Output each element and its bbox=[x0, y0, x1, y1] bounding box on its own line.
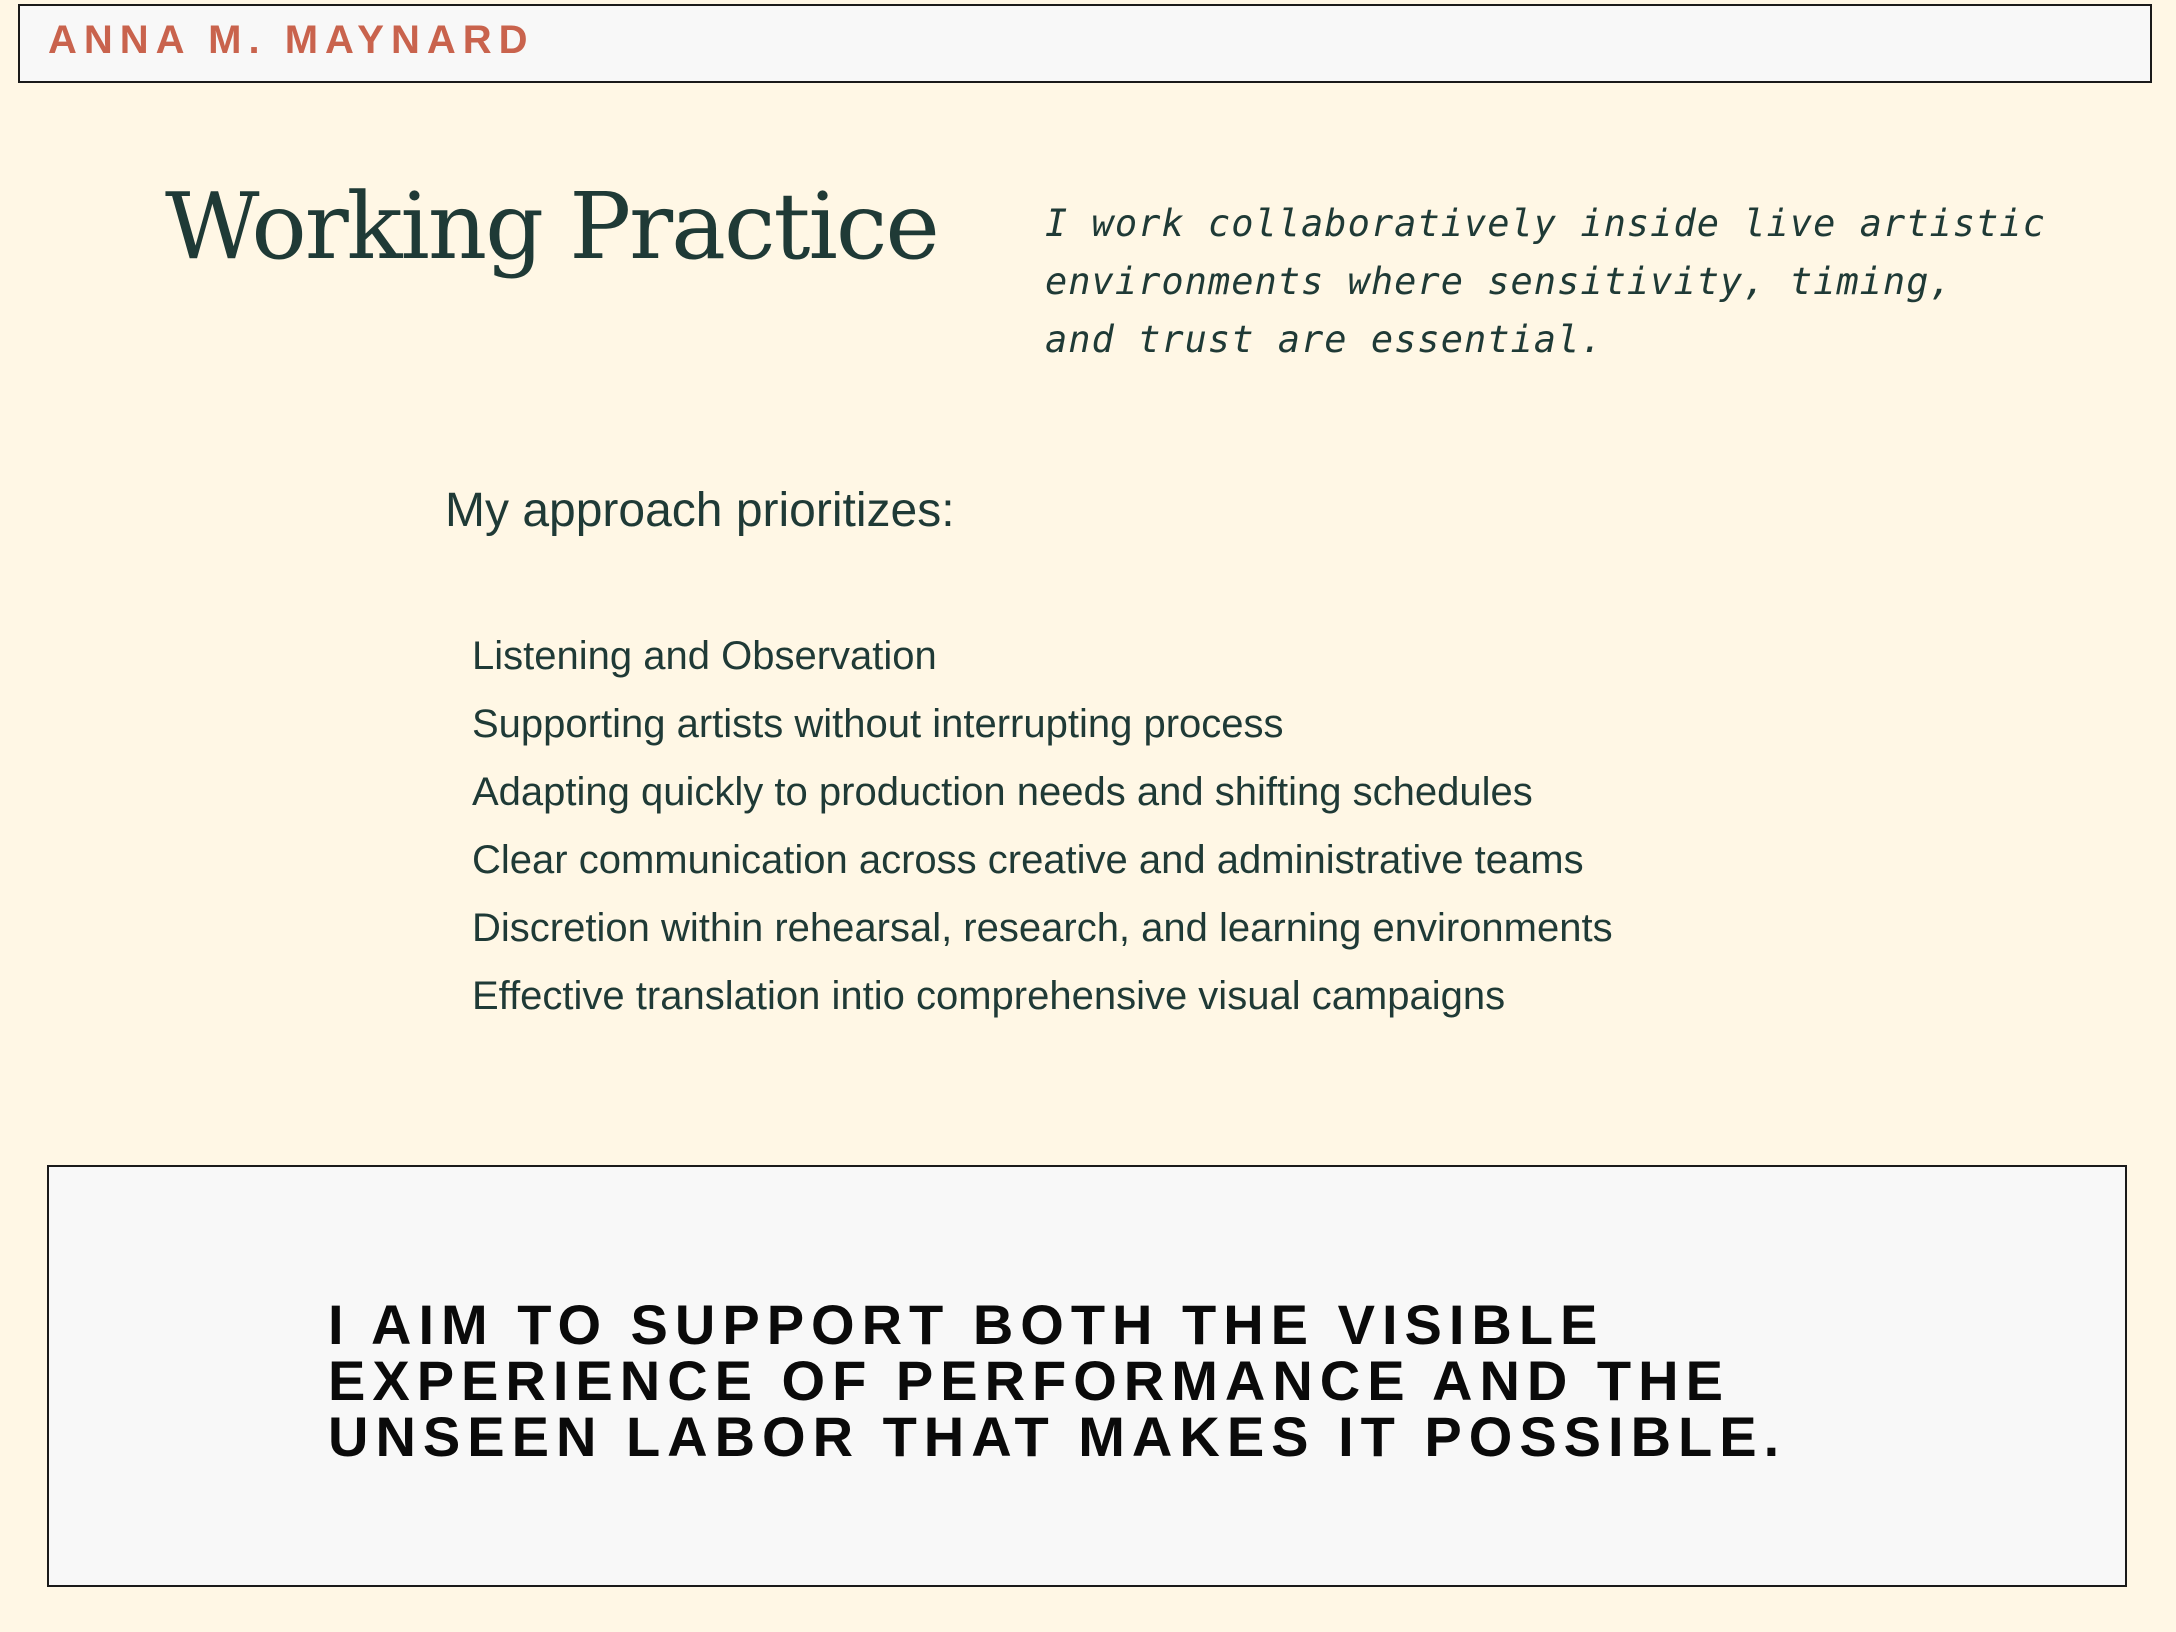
intro-quote bbox=[1045, 195, 2085, 369]
list-item: Effective translation intio comprehensive visual campaigns bbox=[472, 974, 1506, 1018]
list-item: Clear communication across creative and administrative teams bbox=[472, 838, 1584, 882]
priorities-list bbox=[472, 622, 1613, 1030]
statement-text bbox=[328, 1293, 1787, 1468]
list-item: Discretion within rehearsal, research, and learning environments bbox=[472, 906, 1613, 950]
intro-quote-line: environments where sensitivity, timing, bbox=[1045, 260, 1953, 303]
statement-line: UNSEEN LABOR THAT MAKES IT POSSIBLE. bbox=[328, 1405, 1787, 1468]
list-item: Listening and Observation bbox=[472, 634, 937, 678]
brand-name: ANNA M. MAYNARD bbox=[48, 18, 535, 62]
intro-quote-line: and trust are essential. bbox=[1045, 318, 1604, 361]
statement-line: EXPERIENCE OF PERFORMANCE AND THE bbox=[328, 1349, 1730, 1412]
header-bar bbox=[18, 4, 2152, 83]
statement-box bbox=[47, 1165, 2127, 1587]
intro-quote-line: I work collaboratively inside live artistic bbox=[1045, 202, 2046, 245]
list-heading: My approach prioritizes: bbox=[445, 484, 955, 537]
page-title: Working Practice bbox=[165, 173, 938, 280]
list-item: Supporting artists without interrupting process bbox=[472, 702, 1284, 746]
list-item: Adapting quickly to production needs and shifting schedules bbox=[472, 770, 1533, 814]
statement-line: I AIM TO SUPPORT BOTH THE VISIBLE bbox=[328, 1293, 1605, 1356]
